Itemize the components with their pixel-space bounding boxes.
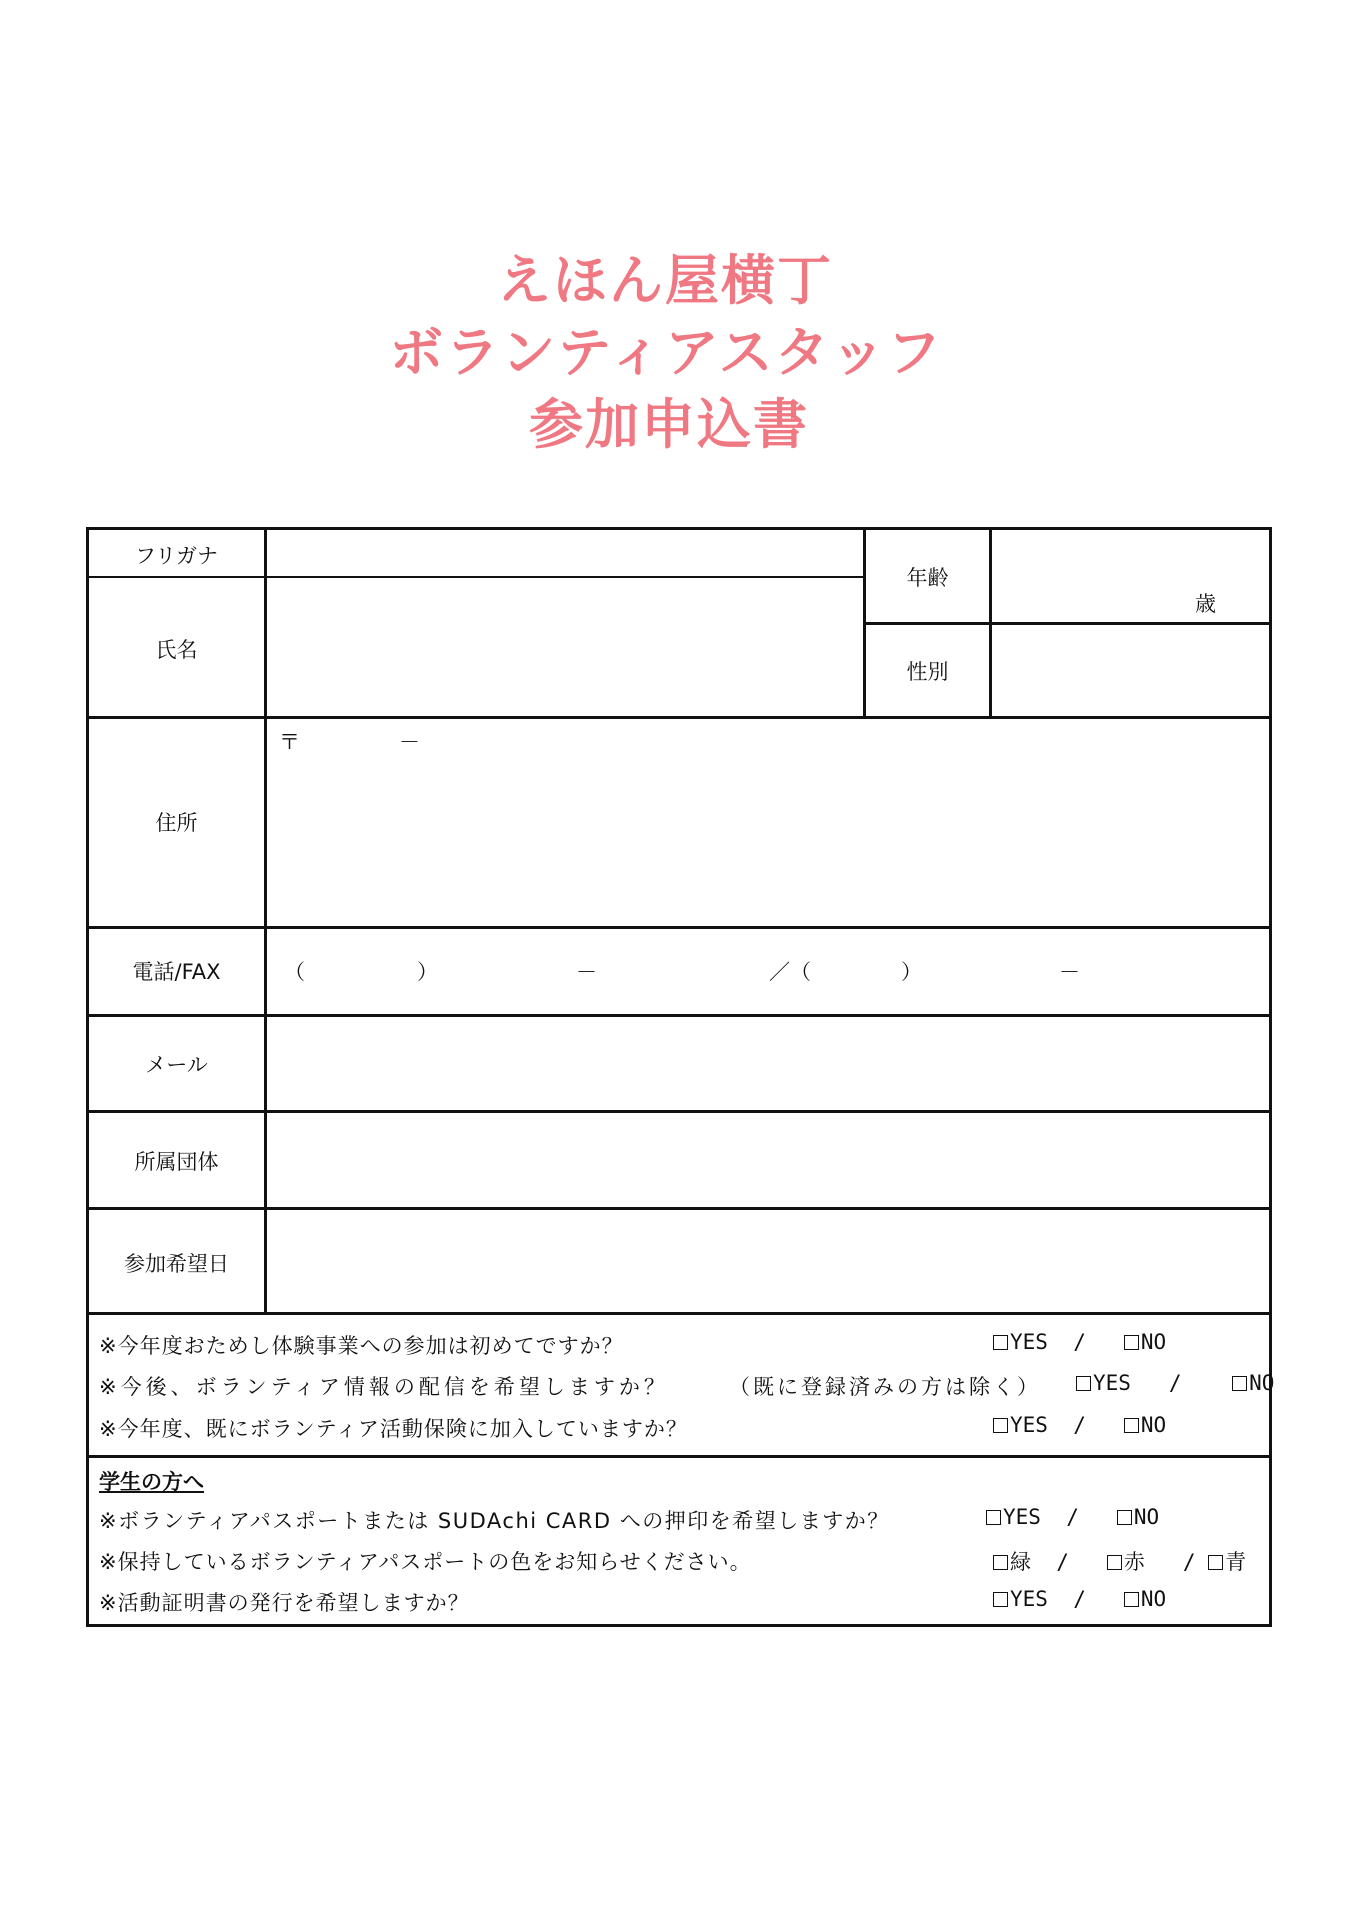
checkbox-yes[interactable] xyxy=(1076,1376,1091,1391)
option-no: NO xyxy=(1249,1371,1275,1395)
gender-label: 性別 xyxy=(906,660,949,684)
email-field[interactable] xyxy=(267,1017,1269,1110)
checkbox-yes[interactable] xyxy=(993,1592,1008,1607)
age-label: 年齢 xyxy=(906,566,949,590)
option-no: NO xyxy=(1140,1587,1167,1611)
question-insurance: ※今年度、既にボランティア活動保険に加入していますか？ xyxy=(99,1417,688,1441)
option-no: NO xyxy=(1133,1505,1160,1529)
gender-field[interactable] xyxy=(992,625,1269,716)
option-slash: / xyxy=(1073,1330,1086,1354)
checkbox-red[interactable] xyxy=(1107,1555,1122,1570)
question-newsletter: ※今後、ボランティア情報の配信を希望しますか？ xyxy=(99,1375,669,1399)
age-field[interactable] xyxy=(992,530,1269,622)
checkbox-blue[interactable] xyxy=(1208,1555,1223,1570)
option-yes: YES xyxy=(1093,1371,1131,1395)
divider xyxy=(89,1455,1269,1458)
title-line-2: ボランティアスタッフ xyxy=(389,321,943,384)
option-slash: / xyxy=(1056,1550,1069,1574)
fax-paren-close: ） xyxy=(901,960,922,984)
postal-mark: 〒 xyxy=(279,730,300,754)
checkbox-yes[interactable] xyxy=(993,1335,1008,1350)
question-newsletter-options xyxy=(1076,1371,1274,1395)
students-heading: 学生の方へ xyxy=(99,1470,204,1494)
question-insurance-options xyxy=(993,1413,1166,1437)
divider xyxy=(863,530,866,716)
option-slash: / xyxy=(1073,1587,1086,1611)
furigana-field[interactable] xyxy=(267,530,863,576)
question-passport-stamp: ※ボランティアパスポートまたは SUDAchi CARD への押印を希望しますか？ xyxy=(99,1509,890,1533)
fax-separator: ／（ xyxy=(769,960,811,984)
preferred-date-label: 参加希望日 xyxy=(124,1252,229,1276)
phone-dash: － xyxy=(576,960,597,984)
option-yes: YES xyxy=(1010,1330,1048,1354)
title-line-1: えほん屋横丁 xyxy=(497,249,833,312)
option-slash: / xyxy=(1168,1371,1182,1395)
postal-dash: － xyxy=(399,730,420,754)
option-red: 赤 xyxy=(1123,1550,1145,1574)
checkbox-no[interactable] xyxy=(1124,1592,1139,1607)
question-newsletter-note: （既に登録済みの方は除く） xyxy=(729,1375,1041,1399)
fax-dash: － xyxy=(1059,960,1080,984)
question-passport-color: ※保持しているボランティアパスポートの色をお知らせください。 xyxy=(99,1550,752,1574)
age-unit: 歳 xyxy=(1195,592,1216,616)
phone-paren-open: （ xyxy=(284,960,305,984)
option-no: NO xyxy=(1140,1330,1167,1354)
question-certificate-options xyxy=(993,1587,1166,1611)
checkbox-yes[interactable] xyxy=(993,1418,1008,1433)
furigana-label: フリガナ xyxy=(135,544,218,568)
application-form xyxy=(86,527,1275,1627)
option-yes: YES xyxy=(1010,1413,1048,1437)
title-line-3: 参加申込書 xyxy=(529,393,809,456)
preferred-date-field[interactable] xyxy=(267,1210,1269,1312)
checkbox-no[interactable] xyxy=(1124,1335,1139,1350)
option-blue: 青 xyxy=(1225,1550,1247,1574)
option-yes: YES xyxy=(1010,1587,1048,1611)
phone-fax-label: 電話/FAX xyxy=(132,960,221,984)
phone-paren-close: ） xyxy=(417,960,438,984)
organization-label: 所属団体 xyxy=(134,1150,219,1174)
checkbox-yes[interactable] xyxy=(986,1510,1001,1525)
question-certificate: ※活動証明書の発行を希望しますか？ xyxy=(99,1591,470,1615)
option-yes: YES xyxy=(1003,1505,1041,1529)
question-passport-stamp-options xyxy=(986,1505,1159,1529)
name-field[interactable] xyxy=(267,578,863,716)
checkbox-green[interactable] xyxy=(993,1555,1008,1570)
option-slash: / xyxy=(1066,1505,1079,1529)
name-label: 氏名 xyxy=(155,638,198,662)
form-title xyxy=(0,245,1358,461)
checkbox-no[interactable] xyxy=(1232,1376,1247,1391)
email-label: メール xyxy=(145,1053,208,1077)
option-slash: / xyxy=(1073,1413,1086,1437)
question-first-time: ※今年度おためし体験事業への参加は初めてですか？ xyxy=(99,1334,624,1358)
option-slash: / xyxy=(1182,1550,1196,1574)
checkbox-no[interactable] xyxy=(1124,1418,1139,1433)
divider xyxy=(89,1312,1269,1315)
option-green: 緑 xyxy=(1010,1550,1031,1574)
checkbox-no[interactable] xyxy=(1117,1510,1132,1525)
organization-field[interactable] xyxy=(267,1113,1269,1207)
question-passport-color-options xyxy=(993,1546,1246,1576)
question-first-time-options xyxy=(993,1330,1166,1354)
option-no: NO xyxy=(1140,1413,1167,1437)
address-label: 住所 xyxy=(155,811,198,835)
